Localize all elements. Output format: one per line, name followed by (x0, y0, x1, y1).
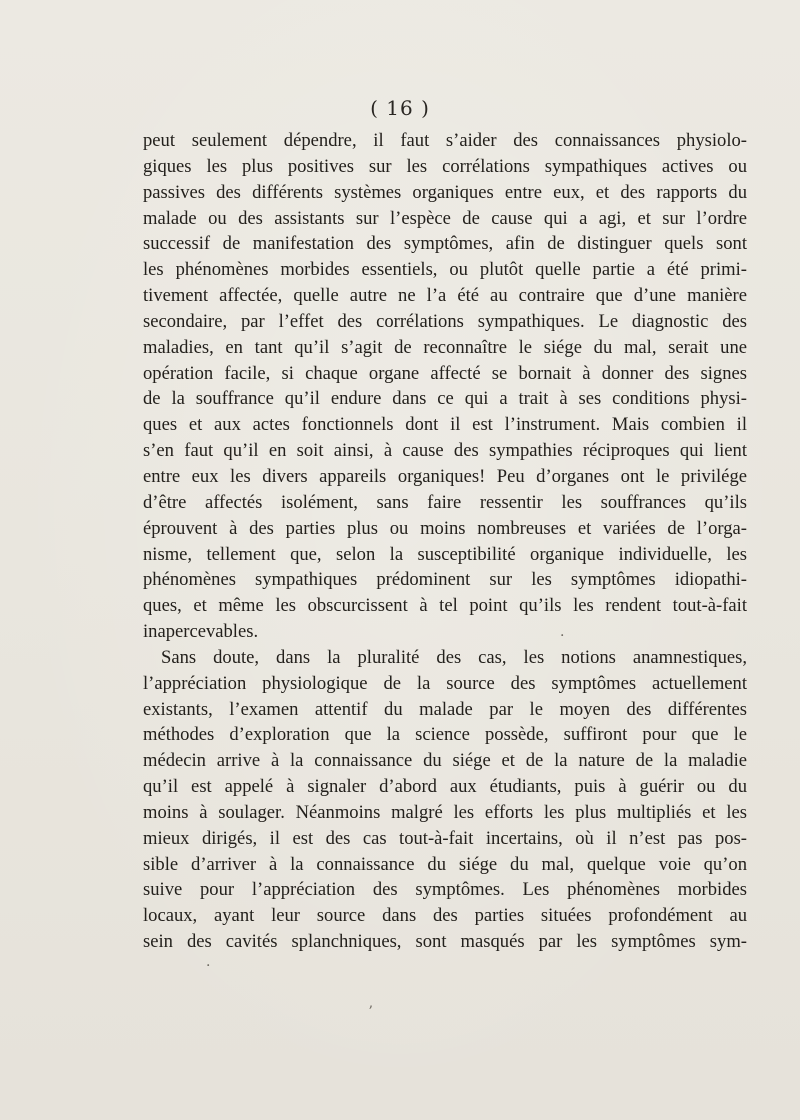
text-line: passives des différents systèmes organiques entre eux, et des rapports du (143, 181, 747, 203)
page-number: ( 16 ) (370, 96, 430, 120)
text-line: inapercevables. (143, 621, 259, 643)
text-line: ques, et même les obscurcissent à tel point qu’ils les rendent tout-à-fait (143, 595, 747, 617)
text-line: s’en faut qu’il en soit ainsi, à cause des sympathies réciproques qui lient (143, 440, 747, 462)
paper-speck: ʼ (368, 1004, 373, 1020)
text-line: suive pour l’appréciation des symptômes. Les phénomènes morbides (143, 879, 747, 901)
text-line: qu’il est appelé à signaler d’abord aux étudiants, puis à guérir ou du (143, 776, 747, 798)
text-line: peut seulement dépendre, il faut s’aider des connaissances physiolo- (143, 130, 747, 151)
text-line: l’appréciation physiologique de la source des symptômes actuellement (143, 672, 747, 694)
text-line: éprouvent à des parties plus ou moins nombreuses et variées de l’orga- (143, 517, 747, 539)
text-line: médecin arrive à la connaissance du siége et de la nature de la maladie (143, 750, 747, 772)
paragraph-2 (143, 645, 747, 955)
text-line: successif de manifestation des symptômes, afin de distinguer quels sont (143, 233, 747, 255)
text-line: tivement affectée, quelle autre ne l’a été au contraire que d’une manière (143, 285, 747, 307)
text-line: mieux dirigés, il est des cas tout-à-fait incertains, où il n’est pas pos- (143, 827, 747, 849)
text-line: existants, l’examen attentif du malade par le moyen des différentes (143, 698, 747, 720)
text-line: malade ou des assistants sur l’espèce de cause qui a agi, et sur l’ordre (143, 207, 747, 229)
body-text (143, 128, 747, 955)
paragraph-1 (143, 128, 747, 645)
text-line: les phénomènes morbides essentiels, ou plutôt quelle partie a été primi- (143, 259, 747, 281)
text-line: moins à soulager. Néanmoins malgré les efforts les plus multipliés et les (143, 801, 747, 823)
text-line: maladies, en tant qu’il s’agit de reconnaître le siége du mal, serait une (143, 336, 747, 358)
text-line: sible d’arriver à la connaissance du siége du mal, quelque voie qu’on (143, 853, 747, 875)
text-line: opération facile, si chaque organe affecté se bornait à donner des signes (143, 362, 747, 384)
text-line: phénomènes sympathiques prédominent sur les symptômes idiopathi- (143, 569, 747, 591)
text-line: méthodes d’exploration que la science possède, suffiront pour que le (143, 724, 747, 746)
text-line: locaux, ayant leur source dans des parties situées profondément au (143, 905, 747, 927)
text-line: sein des cavités splanchniques, sont masqués par les symptômes sym- (143, 931, 747, 953)
paper-speck: · (560, 628, 565, 644)
text-line: ques et aux actes fonctionnels dont il est l’instrument. Mais combien il (143, 414, 747, 436)
text-line: de la souffrance qu’il endure dans ce qui a trait à ses conditions physi- (143, 388, 747, 410)
text-line: d’être affectés isolément, sans faire ressentir les souffrances qu’ils (143, 491, 747, 513)
text-line: nisme, tellement que, selon la susceptibilité organique individuelle, les (143, 543, 747, 565)
text-line: secondaire, par l’effet des corrélations sympathiques. Le diagnostic des (143, 310, 747, 332)
text-line: entre eux les divers appareils organiques! Peu d’organes ont le privilége (143, 465, 747, 487)
paper-speck: · (206, 958, 211, 974)
text-line: giques les plus positives sur les corrélations sympathiques actives ou (143, 155, 747, 177)
text-line: Sans doute, dans la pluralité des cas, les notions anamnestiques, (161, 646, 747, 668)
